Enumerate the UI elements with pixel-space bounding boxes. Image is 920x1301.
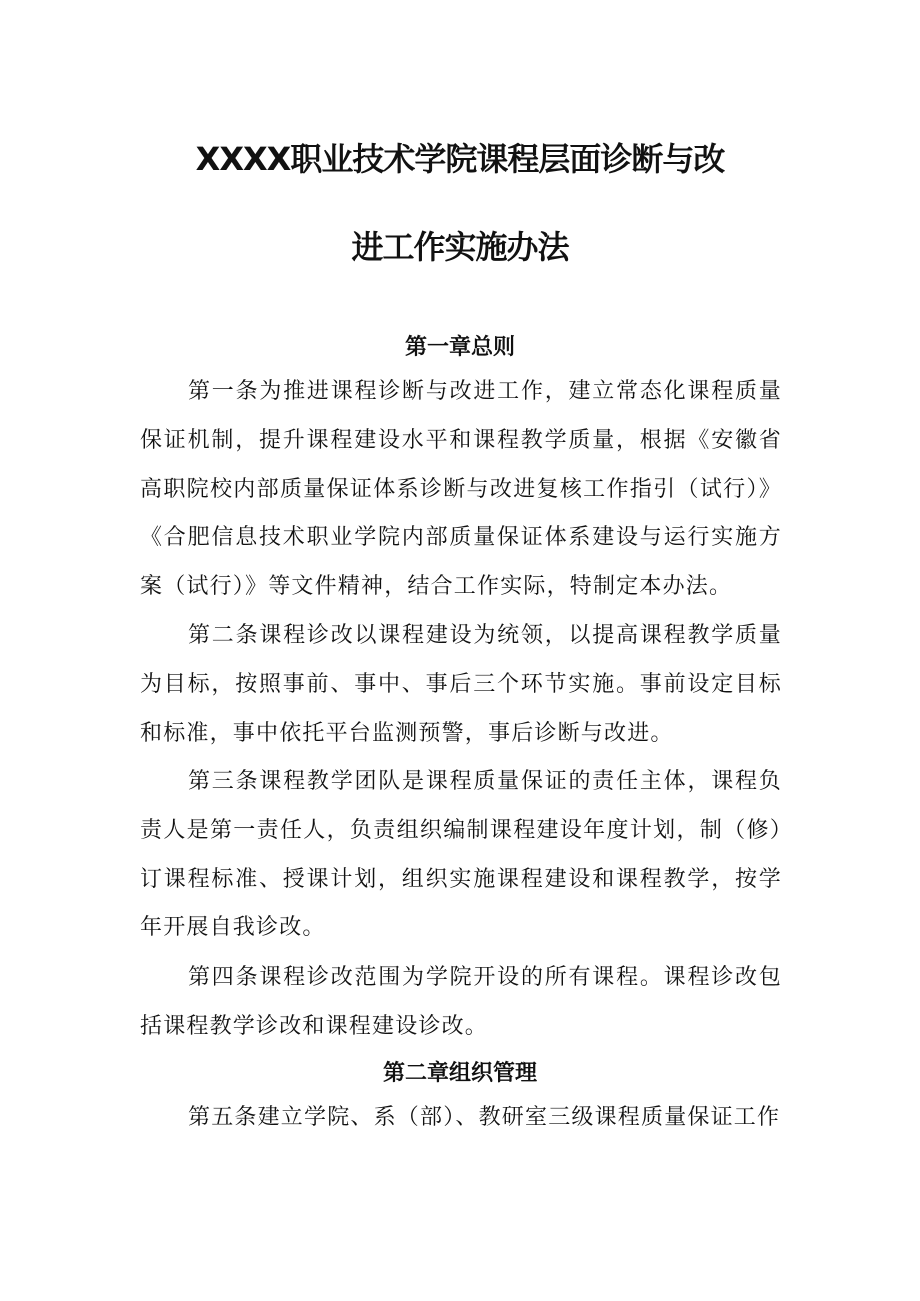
chapter-heading-general: 第一章总则 <box>404 334 515 360</box>
document-title-line-1: XXXX职业技术学院课程层面诊断与改 <box>195 140 725 178</box>
document-title-line-2: 进工作实施办法 <box>351 228 569 266</box>
chapter-heading-organization: 第二章组织管理 <box>382 1060 537 1086</box>
article-4-paragraph: 第四条课程诊改范围为学院开设的所有课程。课程诊改包括课程教学诊改和课程建设诊改。 <box>140 965 782 1039</box>
article-5-paragraph: 第五条建立学院、系（部）、教研室三级课程质量保证工作 <box>188 1105 781 1130</box>
article-1-paragraph: 第一条为推进课程诊断与改进工作，建立常态化课程质量保证机制，提升课程建设水平和课程教学质量，根据《安徽省高职院校内部质量保证体系诊断与改进复核工作指引（试行）》《合肥信息技术职业学院内部质量保证体系建设与运行实施方案（试行）》等文件精神，结合工作实际，特制定本办法。 <box>140 379 782 600</box>
article-3-paragraph: 第三条课程教学团队是课程质量保证的责任主体，课程负责人是第一责任人，负责组织编制课程建设年度计划，制（修）订课程标准、授课计划，组织实施课程建设和课程教学，按学年开展自我诊改。 <box>140 769 782 941</box>
article-2-paragraph: 第二条课程诊改以课程建设为统领，以提高课程教学质量为目标，按照事前、事中、事后三个环节实施。事前设定目标和标准，事中依托平台监测预警，事后诊断与改进。 <box>140 623 782 746</box>
